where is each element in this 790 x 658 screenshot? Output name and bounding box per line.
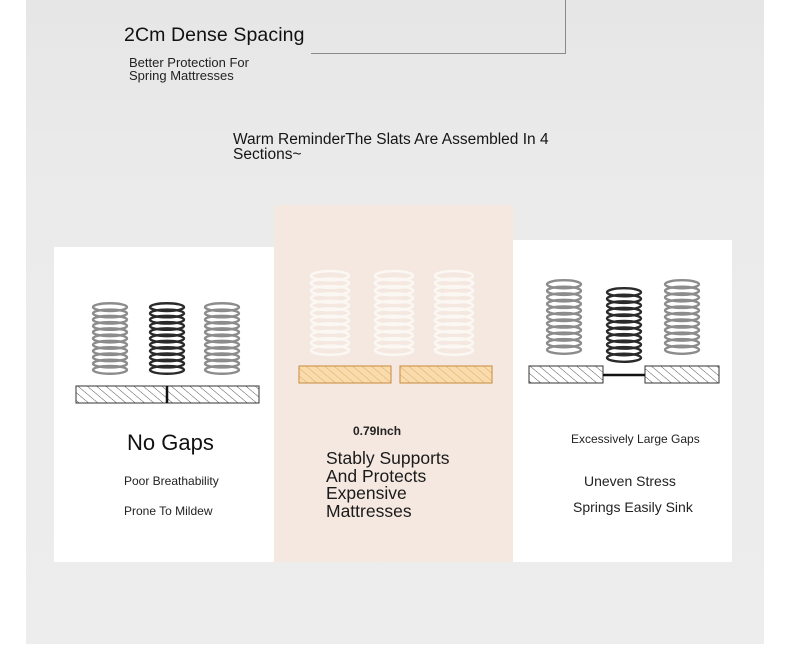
slat-bar-right-a — [529, 366, 603, 383]
spring-icon — [665, 280, 699, 354]
spring-icon — [311, 271, 349, 355]
page-title: 2Cm Dense Spacing — [124, 24, 305, 46]
spring-icon — [205, 303, 239, 374]
recommended-line-3: Expensive — [326, 483, 407, 503]
spring-group-large-gaps — [547, 280, 699, 362]
no-gaps-line-1: Poor Breathability — [124, 474, 219, 488]
spring-icon — [375, 271, 413, 355]
large-gaps-heading: Excessively Large Gaps — [571, 432, 700, 446]
assembly-reminder: Warm ReminderThe Slats Are Assembled In 4 Sections~ — [233, 131, 549, 163]
large-gaps-line-2: Springs Easily Sink — [573, 499, 693, 515]
recommended-line-1: Stably Supports — [326, 448, 450, 468]
spring-icon — [150, 303, 184, 374]
slat-bar-mid-a — [299, 366, 391, 383]
recommended-line-4: Mattresses — [326, 500, 412, 521]
spring-icon — [607, 288, 641, 362]
spring-icon — [435, 271, 473, 355]
spring-group-no-gaps — [93, 303, 239, 374]
spring-icon — [547, 280, 581, 354]
recommended-line-2: And Protects — [326, 465, 427, 486]
recommended-description — [326, 450, 496, 520]
spacing-dimension: 0.79Inch — [353, 424, 402, 438]
spring-icon — [93, 303, 127, 374]
spring-group-recommended — [311, 271, 473, 355]
large-gaps-line-1: Uneven Stress — [584, 473, 676, 489]
page-subtitle: Better Protection For Spring Mattresses — [129, 55, 249, 83]
slat-bar-right-b — [645, 366, 719, 383]
no-gaps-heading: No Gaps — [127, 430, 214, 455]
no-gaps-line-2: Prone To Mildew — [124, 504, 213, 518]
slat-bar-mid-b — [400, 366, 492, 383]
